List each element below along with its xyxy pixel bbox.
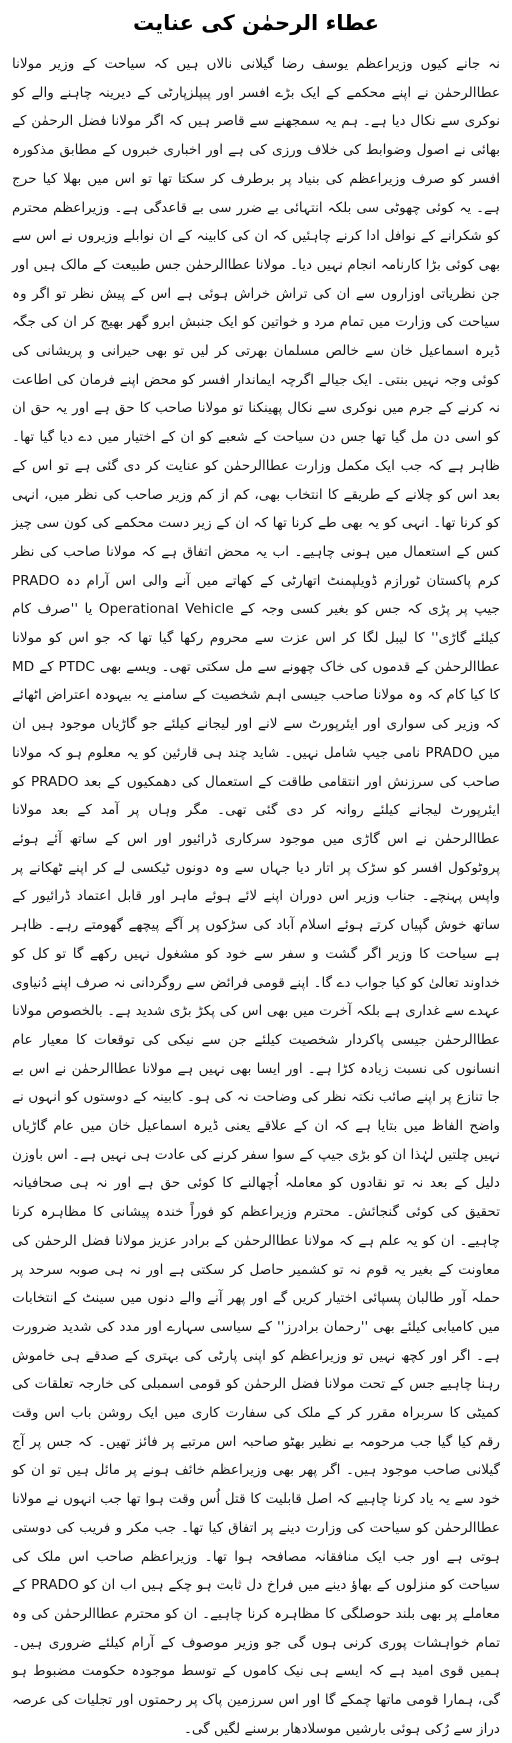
article-paragraph: نہ جانے کیوں وزیراعظم یوسف رضا گیلانی نالاں ہیں کہ سیاحت کے وزیر مولانا عطاالرحمٰن نے اپنے محکمے کے ایک بڑے افسر اور پیپلزپارٹی کے دیرینہ چاہنے والے کو نوکری سے نکال دیا ہے۔ ہم یہ سمجھنے سے قاصر ہیں کہ اگر مولانا فضل الرحمٰن کے بھائی نے اصول وضوابط کی خلاف ورزی کی ہے اور اخباری خبروں کے مطابق مذکورہ افسر کو صرف وزیراعظم کی بنیاد پر برطرف کر سکتا تھا تو اس میں بھلا کیا حرج ہے۔ یہ کوئی چھوٹی سی بلکہ انتہائی بے ضرر سی بے قاعدگی ہے۔ وزیراعظم محترم کو شکرانے کے نوافل ادا کرنے چاہئیں کہ ان کی کابینہ کے ان نوابلے وزیروں نے اس سے بھی کوئی بڑا کارنامہ انجام نہیں دیا۔ مولانا عطاالرحمٰن جس طبیعت کے مالک ہیں اور جن نظریاتی اوزاروں سے ان کی تراش خراش ہوئی ہے اس کے پیش نظر تو اگر وہ سیاحت کی وزارت میں تمام مرد و خواتین کو ایک جنبش ابرو گھر بھیج کر ان کی جگہ ڈیرہ اسماعیل خان سے خالص مسلمان بھرتی کر لیں تو بھی حیرانی و پریشانی کی کوئی وجہ نہیں بنتی۔ ایک جیالے اگرچہ ایماندار افسر کو محض اپنے فرمان کی اطاعت نہ کرنے کے جرم میں نوکری سے نکال پھینکنا تو مولانا صاحب کا حق ہے اور یہ حق ان کو اسی دن مل گیا تھا جس دن سیاحت کے شعبے کو ان کے اختیار میں دے دیا گیا تھا۔ ظاہر ہے کہ جب ایک مکمل وزارت عطاالرحمٰن کو عنایت کر دی گئی ہے تو اس کے بعد اس کو چلانے کے طریقے کا انتخاب بھی، کم از کم وزیر صاحب کی نظر میں، انہی کو کرنا تھا۔ انہی کو یہ بھی طے کرنا تھا کہ ان کے زیر دست محکمے کی کون سی چیز کس کے استعمال میں ہونی چاہیے۔ اب یہ محض اتفاق ہے کہ مولانا صاحب کی نظر کرم پاکستان ٹورازم ڈویلپمنٹ اتھارٹی کے کھاتے میں آنے والی اس آرام دہ PRADO جیپ پر پڑی کہ جس کو بغیر کسی وجہ کے Operational Vehicle یا ''صرف کام کیلئے گاڑی'' کا لیبل لگا کر اس عزت سے محروم رکھا گیا تھا کہ جو اس کو مولانا عطاالرحمٰن کے قدموں کی خاک چھونے سے مل سکتی تھی۔ ویسے بھی PTDC کے MD کا کیا کام کہ وہ مولانا صاحب جیسی اہم شخصیت کے سامنے یہ بیہودہ اعتراض اٹھائے کہ وزیر کی سواری اور ایئرپورٹ سے لانے اور لیجانے کیلئے جو گاڑیاں موجود ہیں ان میں PRADO نامی جیپ شامل نہیں۔ شاید چند ہی قارئین کو یہ معلوم ہو کہ مولانا صاحب کی سرزنش اور انتقامی طاقت کے استعمال کی دھمکیوں کے بعد PRADO کو ایئرپورٹ لیجانے کیلئے روانہ کر دی گئی تھی۔ مگر وہاں پر آمد کے بعد مولانا عطاالرحمٰن نے اس گاڑی میں موجود سرکاری ڈرائیور اور اس کے ساتھ آئے ہوئے پروٹوکول افسر کو سڑک پر اتار دیا جہاں سے وہ دونوں ٹیکسی لے کر اپنے ٹھکانے پر واپس پہنچے۔ جناب وزیر اس دوران اپنے لائے ہوئے ماہر اور قابل اعتماد ڈرائیور کے ساتھ خوش گپیاں کرتے ہوئے اسلام آباد کی سڑکوں پر آگے پیچھے گھومتے رہے۔ ظاہر ہے سیاحت کا وزیر اگر گشت و سفر سے خود کو مشغول نہیں رکھے گا تو کل کو خداوند تعالیٰ کو کیا جواب دے گا۔ اپنے قومی فرائض سے روگردانی نہ صرف اپنے دُنیاوی عہدے سے غداری ہے بلکہ آخرت میں بھی اس کی پکڑ بڑی شدید ہے۔ بالخصوص مولانا عطاالرحمٰن جیسی پاکردار شخصیت کیلئے جن سے نیکی کی توقعات کا معیار عام انسانوں کی نسبت زیادہ کڑا ہے۔ اور ایسا بھی نہیں ہے مولانا عطاالرحمٰن نے اس بے جا تنازع پر اپنے صائب نکتہ نظر کی وضاحت نہ کی ہو۔ کابینہ کے دوستوں کو انہوں نے واضح الفاظ میں بتایا ہے کہ ان کے علاقے یعنی ڈیرہ اسماعیل خان میں عام گاڑیاں نہیں چلتیں لہٰذا ان کو بڑی جیپ کے سوا سفر کرنے کی عادت ہی نہیں ہے۔ اس باوزن دلیل کے بعد نہ تو نقادوں کو معاملہ اُچھالنے کا کوئی حق ہے اور نہ ہی صحافیانہ تحقیق کی کوئی گنجائش۔ محترم وزیراعظم کو فوراً خندہ پیشانی کا مظاہرہ کرنا چاہیے۔ ان کو یہ علم ہے کہ مولانا عطاالرحمٰن کے برادر عزیز مولانا فضل الرحمٰن کی معاونت کے بغیر یہ قوم نہ تو کشمیر حاصل کر سکتی ہے اور نہ ہی صوبہ سرحد پر حملہ آور طالبان پسپائی اختیار کریں گے اور پھر آنے والے دنوں میں سینٹ کے انتخابات میں کامیابی کیلئے بھی ''رحمان برادرز'' کے سیاسی سہارے اور مدد کی شدید ضرورت ہے۔ اگر اور کچھ نہیں تو وزیراعظم کو اپنی پارٹی کی بہتری کے صدقے ہی خاموش رہنا چاہیے جس کے تحت مولانا فضل الرحمٰن کو قومی اسمبلی کی خارجہ تعلقات کی کمیٹی کا سربراہ مقرر کر کے ملک کی سفارت کاری میں ایک روشن باب اس وقت رقم کیا گیا جب مرحومہ بے نظیر بھٹو صاحبہ اس مرتبے پر فائز تھیں۔ کہ جس پر آج گیلانی صاحب موجود ہیں۔ اگر پھر بھی وزیراعظم خائف ہونے پر مائل ہیں تو ان کو خود سے یہ یاد کرنا چاہیے کہ اصل قابلیت کا قتل اُس وقت ہوا تھا جب انہوں نے مولانا عطاالرحمٰن کو سیاحت کی وزارت دینے پر اتفاق کیا تھا۔ جب مکر و فریب کی دوستی ہوتی ہے اور جب ایک منافقانہ مصافحہ ہوا تھا۔ وزیراعظم صاحب اس ملک کی سیاحت کو منزلوں کے بھاؤ دینے میں فراخ دل ثابت ہو چکے ہیں اب ان کو PRADO کے معاملے پر بھی بلند حوصلگی کا مظاہرہ کرنا چاہیے۔ ان کو محترم عطاالرحمٰن کی وہ تمام خواہشات پوری کرنی ہوں گی جو وزیر موصوف کے آرام کیلئے ضروری ہیں۔ ہمیں قوی امید ہے کہ ایسے ہی نیک کاموں کے توسط موجودہ حکومت مضبوط ہو گی، ہمارا قومی ماتھا چمکے گا اور اس سرزمین پاک پر رحمتوں اور تجلیات کی عرصہ دراز سے رُکی ہوئی بارشیں موسلادھار برسنے لگیں گی۔ <box>12 56 501 1737</box>
article-body <box>12 50 500 1743</box>
article-title: عطاء الرحمٰن کی عنایت <box>133 11 379 35</box>
